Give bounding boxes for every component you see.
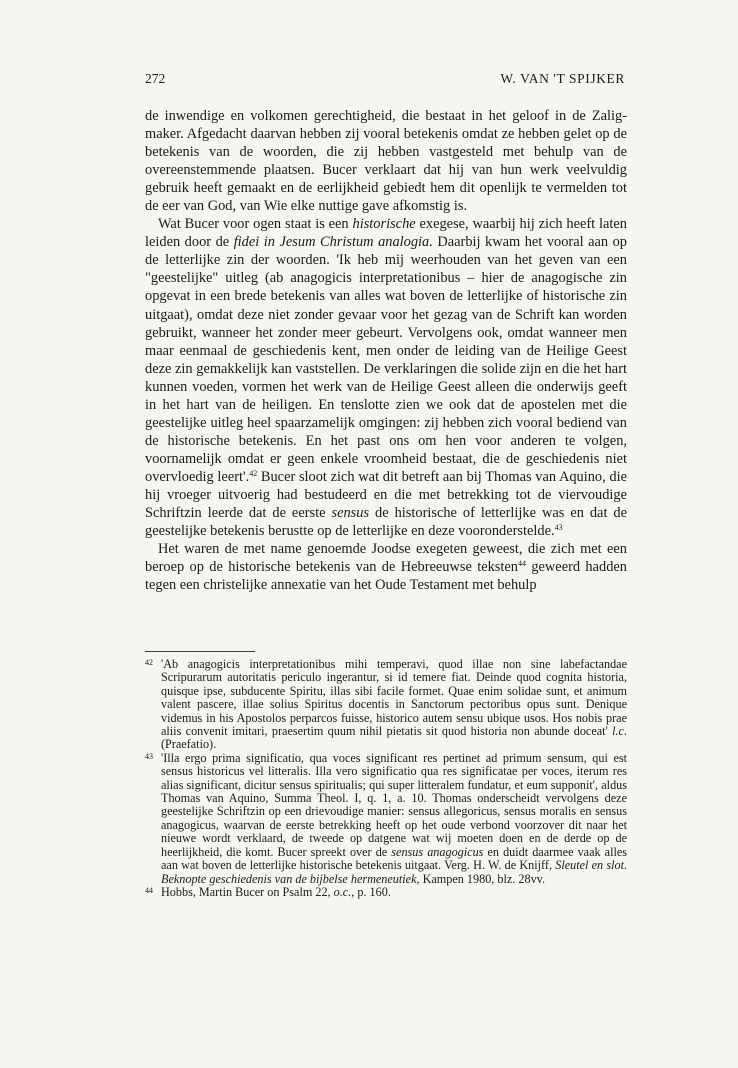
- footnote-text: en duidt daarmee vaak alles aan wat boven de letterlijke historische betekenis uitgaat. Verg. H. W. de Knijff,: [161, 844, 627, 873]
- running-header: [145, 71, 625, 91]
- text-run: Wat Bucer voor ogen staat is een: [158, 216, 353, 233]
- footnote-ref-43: 43: [554, 523, 563, 533]
- text-run: Daarbij kwam het vooral aan op de letterlijke zin der woorden. 'Ik heb mij weerhouden van het geven van een "geestelijke" uitleg (ab anagogicis interpretationibus – hier de anagogische zin opgevat in een brede betekenis van alles wat boven de letterlijke of historische zin uitgaat), omdat deze niet zonder gevaar voor het gezag van de Schrift kan worden gebruikt, wanneer het zonder meer gebeurt. Vervolgens ook, omdat wanneer men maar eenmaal de geschiedenis kent, men onder de leiding van de Heilige Geest deze zin gemakkelijk kan vaststellen. De verklaringen die solide zijn en die het hart kunnen voeden, vormen het werk van de Heilige Geest alleen die onderwijs geeft in het hart van de heiligen. En tenslotte zien we ook dat de apostelen met die geestelijke uitleg heel spaarzamelijk omgingen: zij hebben zich vooral bediend van de historische betekenis. En het past ons om hen voor anderen te volgen, voornamelijk omdat er geen enkele vroomheid bestaat, die de geschiedenis niet overvloedig leert'.: [145, 234, 627, 485]
- text-run: Het waren de met name genoemde Joodse exegeten geweest, die zich met een beroep op de historische betekenis van de Hebreeuwse teksten: [145, 541, 627, 576]
- page-number: 272: [145, 71, 166, 86]
- footnote-text: Kampen 1980, blz. 28vv.: [419, 871, 546, 886]
- running-head-author: W. VAN 'T SPIJKER: [500, 71, 625, 86]
- footnote-44: [145, 886, 627, 899]
- footnote-43: [145, 752, 627, 886]
- footnote-42: [145, 658, 627, 752]
- text-run: exegese, waarbij hij zich heeft laten leiden door de: [145, 216, 627, 251]
- italic-term: sensus: [331, 505, 370, 522]
- footnotes: [145, 658, 627, 899]
- paragraph-1: de inwendige en volkomen gerechtigheid, die bestaat in het geloof in de Zaligmaker. Afgedacht daarvan hebben zij vooral betekenis omdat ze hebben gelet op de betekenis van de woorden, die zij hebben vastgesteld met behulp van de overeenstemmende plaatsen. Bucer verklaart dat hij van hun werk veelvuldig gebruik heeft gemaakt en de eerlijkheid gebiedt hem dit openlijk te vermelden tot de eer van God, van Wie elke nuttige gave afkomstig is.: [145, 108, 627, 215]
- text-run: Bucer sloot zich wat dit betreft aan bij Thomas van Aquino, die hij vroeger uitvoerig had bestudeerd en die met betrekking tot de viervoudige Schriftzin leerde dat de eerste: [145, 468, 627, 522]
- paragraph-2: [145, 215, 627, 540]
- footnote-ref-44: 44: [517, 559, 526, 569]
- paragraph-3: [145, 540, 627, 594]
- footnote-text: Hobbs, Martin Bucer on Psalm 22,: [161, 884, 334, 899]
- footnote-ref-42: 42: [249, 468, 258, 478]
- footnote-italic: Sleutel en slot. Beknopte geschiedenis van de bijbelse hermeneutiek,: [161, 858, 628, 886]
- footnote-text: 'Illa ergo prima significatio, qua voces significant res pertinet ad primum sensum, qui est sensus historicus vel litteralis. Illa vero significatio qua res significatae per voces, iterum res alias significant, dicitur sensus spiritualis; qui super litteralem fundatur, et eum supponit', aldus Thomas van Aquino, Summa Theol. I, q. 1, a. 10. Thomas onderscheidt vervolgens deze geestelijke Schriftzin op een drievoudige manier: sensus allegoricus, sensus moralis en sensus anagogicus, waarvan de eerste betrekking heeft op het oude verbond voorzover dit naar het nieuwe wordt verklaard, de tweede op datgene wat wij moeten doen en de derde op de heerlijkheid, die komt. Bucer spreekt over de: [161, 750, 627, 859]
- footnote-number: 43: [145, 751, 153, 761]
- body-text: [145, 107, 627, 594]
- footnote-text: p. 160.: [354, 884, 391, 899]
- footnote-number: 44: [145, 885, 153, 895]
- footnote-italic: o.c.,: [333, 884, 355, 899]
- footnote-italic: l.c.: [612, 724, 627, 739]
- italic-term: historische: [352, 216, 416, 233]
- footnote-text: 'Ab anagogicis interpretationibus mihi temperavi, quod illae non sine labefactandae Scripurarum autoritatis periculo ingerantur, si id temere fiat. Deinde quod cognita historia, quisque ipse, subducente Spiritu, illas sibi facile formet. Quae enim solidae sunt, et animum valent pascere, illae solius Spiritus docentis in Sanctorum pectoribus opus sunt. Denique videmus in his Apostolos perparcos fuisse, historico autem sensu ubique usos. Hos nobis prae aliis convenit imitari, praesertim quum nihil pietatis sit quod historia non abunde doceat': [161, 657, 627, 739]
- text-run: de historische of letterlijke was en dat de geestelijke betekenis berustte op de letterlijke en deze vooronderstelde.: [145, 505, 627, 540]
- footnote-italic: sensus anagogicus: [391, 844, 484, 859]
- footnote-number: 42: [145, 658, 153, 667]
- italic-term: fidei in Jesum Christum analogia.: [233, 234, 433, 251]
- footnote-separator: [145, 651, 255, 652]
- text-run: geweerd hadden tegen een christelijke annexatie van het Oude Testament met behulp: [145, 559, 627, 594]
- footnote-text: (Praefatio).: [161, 737, 217, 752]
